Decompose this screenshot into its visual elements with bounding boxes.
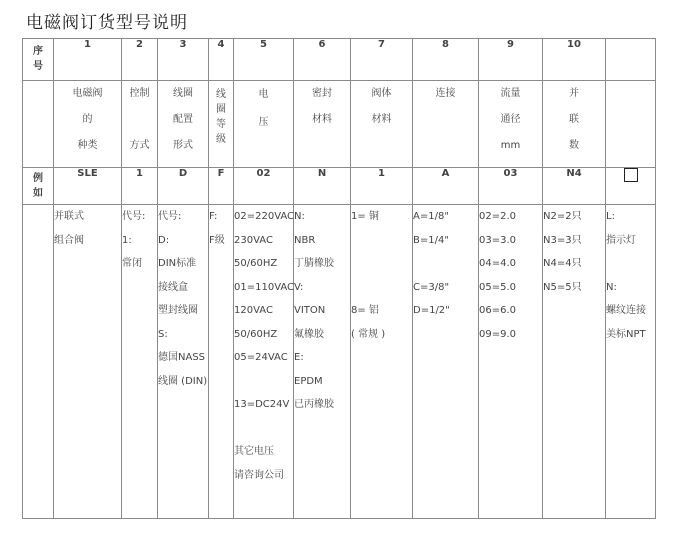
- cell-line: 级: [216, 134, 226, 145]
- cell-line: 230VAC: [234, 234, 273, 246]
- cell-line: 1= 铜: [351, 211, 379, 222]
- cell-line: 02=220VAC: [234, 211, 295, 222]
- example-value: 1: [122, 168, 158, 205]
- example-value: D: [158, 168, 209, 205]
- col-number: 4: [209, 39, 234, 81]
- cell-line: 8= 铝: [351, 305, 379, 316]
- cell-line: V:: [294, 281, 304, 293]
- cell-line: L:: [606, 211, 615, 222]
- cell-line: [413, 252, 478, 276]
- details-row: [23, 205, 656, 519]
- cell-line: 美标NPT: [606, 328, 646, 340]
- cell-line: A=1/8": [413, 211, 449, 222]
- cell-line: 已丙橡胶: [294, 399, 334, 410]
- cell-line: 方式: [129, 140, 150, 151]
- cell-line: 接线盒: [158, 281, 188, 293]
- cell-line: 电磁阀: [72, 88, 103, 99]
- cell-line: 50/60HZ: [234, 258, 278, 269]
- detail-cell: [209, 205, 234, 519]
- cell-line: 种类: [77, 140, 98, 151]
- cell-line: 通径: [500, 114, 521, 125]
- desc-cell: [122, 81, 158, 168]
- detail-cell: [294, 205, 351, 519]
- col-number: 8: [413, 39, 479, 81]
- cell-line: ( 常规 ): [351, 328, 386, 340]
- cell-line: N4=4只: [543, 258, 582, 269]
- cell-line: 代号:: [122, 211, 146, 222]
- cell-line: [351, 229, 412, 253]
- example-row: [23, 168, 656, 205]
- cell-line: 数: [569, 140, 579, 151]
- desc-cell: [479, 81, 543, 168]
- col-number: 3: [158, 39, 209, 81]
- cell-line: [351, 276, 412, 300]
- example-value: N4: [543, 168, 606, 205]
- desc-cell: [54, 81, 122, 168]
- example-value: SLE: [54, 168, 122, 205]
- desc-cell: [543, 81, 606, 168]
- cell-line: [234, 417, 293, 441]
- col-number: 2: [122, 39, 158, 81]
- example-value: F: [209, 168, 234, 205]
- desc-cell: [158, 81, 209, 168]
- desc-cell: [413, 81, 479, 168]
- col-number: 6: [294, 39, 351, 81]
- cell-line: 形式: [173, 140, 193, 151]
- cell-line: 并联式: [54, 211, 84, 222]
- cell-line: 等: [216, 119, 226, 130]
- cell-line: B=1/4": [413, 234, 449, 246]
- detail-cell: [158, 205, 209, 519]
- cell-line: 压: [258, 117, 269, 128]
- detail-cell: [606, 205, 656, 519]
- cell-line: mm: [500, 140, 521, 151]
- cell-line: 线圈 (DIN): [158, 375, 208, 387]
- cell-line: N2=2只: [543, 211, 582, 222]
- cell-line: 丁腈橡胶: [294, 258, 334, 269]
- cell-line: 线圈: [173, 88, 193, 99]
- description-row: [23, 81, 656, 168]
- desc-cell: [351, 81, 413, 168]
- cell-line: 塑封线圈: [158, 305, 198, 316]
- row-label-empty: [23, 205, 54, 519]
- cell-line: 120VAC: [234, 305, 273, 316]
- cell-line: 代号:: [158, 211, 182, 222]
- cell-line: 配置: [173, 114, 193, 125]
- cell-line: 材料: [312, 114, 332, 125]
- cell-line: C=3/8": [413, 281, 450, 293]
- page-title: 电磁阀订货型号说明: [26, 13, 188, 33]
- col-number: 10: [543, 39, 606, 81]
- detail-cell: [479, 205, 543, 519]
- row-label-empty: [23, 81, 54, 168]
- cell-line: 05=5.0: [479, 281, 517, 293]
- cell-line: 04=4.0: [479, 258, 517, 269]
- cell-line: 连接: [435, 88, 456, 99]
- cell-line: 请咨询公司: [234, 469, 284, 481]
- cell-line: [606, 252, 655, 276]
- cell-line: 03=3.0: [479, 234, 517, 246]
- desc-cell: [606, 81, 656, 168]
- cell-line: E:: [294, 352, 304, 363]
- cell-line: [234, 370, 293, 394]
- cell-line: 09=9.0: [479, 328, 517, 340]
- cell-line: 德国NASS: [158, 352, 206, 363]
- empty-square-icon: [624, 168, 638, 182]
- example-value: 03: [479, 168, 543, 205]
- col-number: 7: [351, 39, 413, 81]
- detail-cell: [543, 205, 606, 519]
- cell-line: 流量: [500, 88, 521, 99]
- example-value: N: [294, 168, 351, 205]
- cell-line: 电: [258, 89, 269, 100]
- cell-line: 阀体: [371, 88, 392, 99]
- cell-line: 01=110VAC: [234, 281, 295, 293]
- example-value: A: [413, 168, 479, 205]
- cell-line: F级: [209, 234, 225, 246]
- row-label-seq: 序 号: [23, 39, 54, 81]
- col-number: 9: [479, 39, 543, 81]
- cell-line: 材料: [371, 114, 392, 125]
- col-number: [606, 39, 656, 81]
- cell-line: 其它电压: [234, 446, 274, 457]
- cell-line: NBR: [294, 234, 316, 246]
- cell-line: EPDM: [294, 375, 323, 387]
- detail-cell: [54, 205, 122, 519]
- cell-line: D:: [158, 234, 170, 246]
- example-value: [606, 168, 656, 205]
- cell-line: [122, 107, 157, 133]
- cell-line: 密封: [312, 88, 332, 99]
- cell-line: N:: [294, 211, 305, 222]
- header-row: [23, 39, 656, 81]
- cell-line: N5=5只: [543, 281, 582, 293]
- cell-line: 指示灯: [606, 234, 636, 246]
- example-value: 02: [234, 168, 294, 205]
- cell-line: S:: [158, 328, 168, 340]
- detail-cell: [122, 205, 158, 519]
- cell-line: 联: [569, 114, 579, 125]
- desc-cell: [209, 81, 234, 168]
- cell-line: [351, 252, 412, 276]
- cell-line: F:: [209, 211, 218, 222]
- cell-line: 线: [216, 89, 226, 100]
- cell-line: 控制: [129, 88, 150, 99]
- cell-line: 50/60HZ: [234, 328, 278, 340]
- detail-cell: [413, 205, 479, 519]
- row-label-example: 例 如: [23, 168, 54, 205]
- cell-line: 圈: [216, 104, 226, 115]
- cell-line: 螺纹连接: [606, 305, 646, 316]
- col-number: 5: [234, 39, 294, 81]
- cell-line: 常闭: [122, 258, 142, 269]
- cell-line: DIN标准: [158, 258, 197, 269]
- desc-cell: [294, 81, 351, 168]
- cell-line: 02=2.0: [479, 211, 517, 222]
- order-code-table: [22, 38, 656, 519]
- cell-line: 的: [82, 114, 93, 125]
- cell-line: 氟橡胶: [294, 328, 324, 340]
- cell-line: N:: [606, 281, 617, 293]
- desc-cell: [234, 81, 294, 168]
- cell-line: 13=DC24V: [234, 399, 290, 410]
- col-number: 1: [54, 39, 122, 81]
- cell-line: 05=24VAC: [234, 352, 288, 363]
- cell-line: D=1/2": [413, 305, 450, 316]
- cell-line: 组合阀: [54, 234, 84, 246]
- cell-line: 06=6.0: [479, 305, 517, 316]
- cell-line: 1:: [122, 234, 132, 246]
- detail-cell: [351, 205, 413, 519]
- detail-cell: [234, 205, 294, 519]
- cell-line: 并: [569, 88, 579, 99]
- example-value: 1: [351, 168, 413, 205]
- cell-line: N3=3只: [543, 234, 582, 246]
- cell-line: VITON: [294, 305, 326, 316]
